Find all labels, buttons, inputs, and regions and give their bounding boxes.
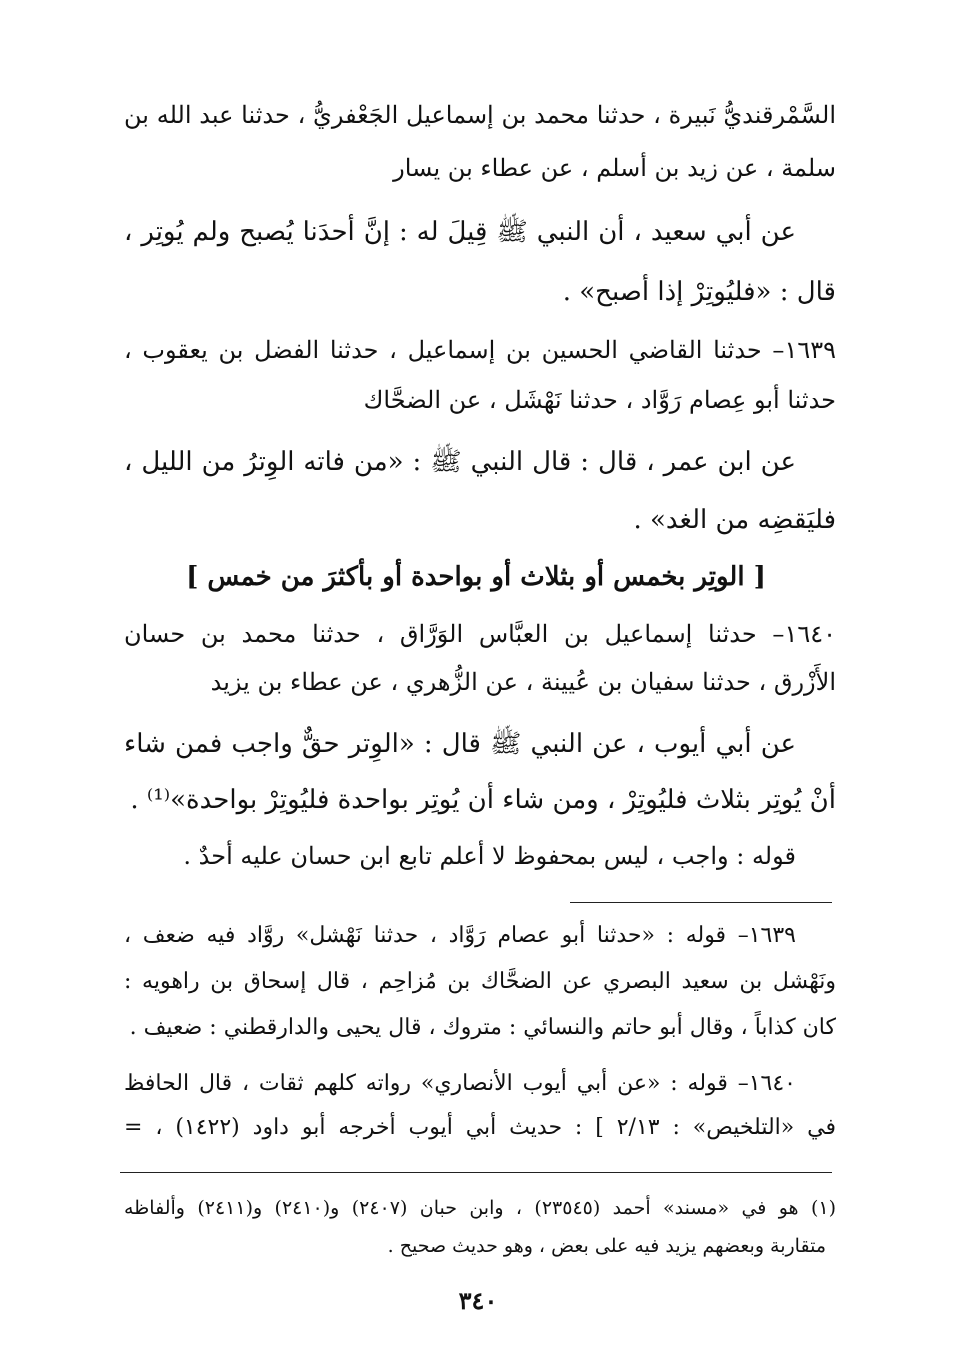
isnad-line: حدثنا أبو عِصام رَوَّاد ، حدثنا نَهْشَل ، عن الضحَّاك: [363, 386, 836, 414]
isnad-line: ١٦٣٩– حدثنا القاضي الحسين بن إسماعيل ، حدثنا الفضل بن يعقوب ،: [124, 336, 836, 364]
footnote-line: متقاربة وبعضهم يزيد فيه على بعض ، وهو حديث صحيح .: [387, 1235, 826, 1257]
hadith-text-line: عن ابن عمر ، قال : قال النبي ﷺ : «من فاته الوِترُ من الليل ،: [124, 447, 796, 477]
note-line: في «التلخيص» : ٢/١٣ ] : حديث أبي أيوب أخرجه أبو داود (١٤٢٢) ، =: [124, 1115, 836, 1140]
footnote-line: (١) هو في «مسند» أحمد (٢٣٥٤٥) ، وابن حبان (٢٤٠٧) و(٢٤١٠) و(٢٤١١) وألفاظه: [124, 1197, 836, 1219]
isnad-line: سلمة ، عن زيد بن أسلم ، عن عطاء بن يسار: [393, 154, 836, 182]
notes-separator: [570, 902, 832, 903]
hadith-text-line: عن أبي أيوب ، عن النبي ﷺ قال : «الوِتر حقٌّ واجب فمن شاء: [124, 729, 796, 759]
hadith-text-line: أنْ يُوتِر بثلاث فليُوتِرْ ، ومن شاء أن يُوتِر بواحدة فليُوتِرْ بواحدة»⁽¹⁾ .: [130, 785, 836, 815]
note-line: ونَهْشل بن سعيد البصري عن الضحَّاك بن مُزاحِم ، قال إسحاق بن راهويه :: [124, 969, 836, 994]
commentary-line: قوله : واجب ، ليس بمحفوظ لا أعلم تابع ابن حسان عليه أحدٌ .: [183, 842, 796, 870]
isnad-line: السَّمْرقنديُّ نَبيرة ، حدثنا محمد بن إسماعيل الجَعْفريُّ ، حدثنا عبد الله بن: [124, 101, 836, 129]
chapter-heading: [ الوتِر بخمس أو بثلاث أو بواحدة أو بأكثرَ من خمس ]: [186, 562, 766, 592]
hadith-text-line: فليَقضِه من الغد» .: [633, 505, 836, 535]
page-number: ٣٤٠: [458, 1286, 498, 1315]
note-line: ١٦٣٩– قوله : «حدثنا أبو عصام رَوَّاد ، حدثنا نَهْشل» روَّاد فيه ضعف ،: [124, 923, 796, 948]
hadith-text-line: قال : «فليُوتِرْ إذا أصبح» .: [562, 277, 836, 307]
note-line: كان كذاباً ، وقال أبو حاتم والنسائي : متروك ، قال يحيى والدارقطني : ضعيف .: [129, 1015, 836, 1040]
isnad-line: ١٦٤٠– حدثنا إسماعيل بن العبَّاس الوَرَّاق ، حدثنا محمد بن حسان: [124, 620, 836, 648]
footnote-separator: [120, 1172, 832, 1173]
hadith-text-line: عن أبي سعيد ، أن النبي ﷺ قِيلَ له : إنَّ أحدَنا يُصبح ولم يُوتِر ،: [124, 217, 796, 247]
isnad-line: الأَزْرق ، حدثنا سفيان بن عُيينة ، عن الزُّهري ، عن عطاء بن يزيد: [210, 668, 836, 696]
note-line: ١٦٤٠– قوله : «عن أبي أيوب الأنصاري» رواته كلهم ثقات ، قال الحافظ: [124, 1071, 796, 1096]
